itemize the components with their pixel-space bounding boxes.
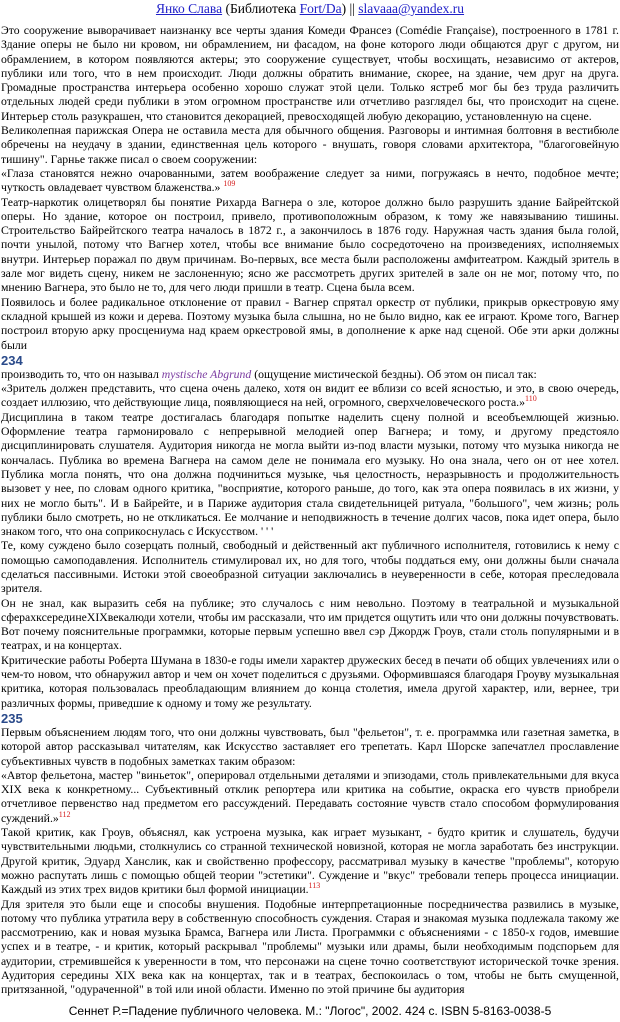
- paragraph: Это сооружение выворачивает наизнанку все черты здания Комеди Франсез (Comédie Française), построенного в 1781 г. Здание оперы не было ни кровом, ни обрамлением, ни фасадом, на фоне которого люди общаются друг с другом, ни обрамлением, в котором появляются актеры; это сооружение существует, чтобы восхищать, независимо от актеров, публики или того, что в нем происходит. Люди должны обратить внимание, скорее, на здание, чем друг на друга. Громадные пространства интерьера особенно хорошо служат этой цели. Только ястреб мог бы без труда различить отдельных людей среди публики в этом огромном пространстве или отчетливо разглядел бы, что происходит на сцене. Интерьер столь разукрашен, что становится декорацией, превосходящей любую декорацию, установленную на сцене.: [1, 24, 619, 123]
- term-mystische-abgrund: mystische Abgrund: [161, 367, 252, 381]
- quote-paragraph: [1, 769, 619, 826]
- paragraph: Для зрителя это были еще и способы внушения. Подобные интерпретационные посредничества развились в музыке, потому что публика утратила веру в собственную способность суждения. Старая и знакомая музыка подлежала такому же рассмотрению, как и новая музыка Брамса, Вагнера или Листа. Программки с объяснениями - с 1850-х годов, имевшие успех и в театре, - и критик, который раскрывал "проблемы" музыки или драмы, были необходимым подспорьем для аудитории, стремившейся к уверенности в том, что персонажи на сцене точно соответствуют исторической точке зрения. Аудитория середины XIX века как на концертах, так и в театрах, беспокоилась о том, чтобы не быть смущенной, притязанной, "одураченной" в той или иной области. Именно по этой причине бы аудитория: [1, 897, 619, 997]
- paragraph-text: производить то, что он называл: [1, 367, 162, 381]
- footnote-ref[interactable]: 112: [58, 809, 71, 819]
- paragraph: Великолепная парижская Опера не оставила места для обычного общения. Разговоры и интимная болтовня в вестибюле обречены на неудачу в здании, единственная цель которого - внушать, говоря словами архитектора, "благоговейную тишину". Гарнье также писал о своем сооружении:: [1, 124, 619, 166]
- paragraph: [1, 368, 619, 382]
- paragraph-text: Такой критик, как Гроув, объяснял, как устроена музыка, как играет музыкант, - будто критик и слушатель, будучи чувствительными людьми, столкнулись со странной технической новизной, которая не могла заработать без инструкции. Другой критик, Эдуард Ханслик, как и свойственно профессору, рассматривал музыку в качестве "проблемы", которую можно распутать лишь с помощью общей теории "эстетики". Суждение и "вкус" требовали теперь процесса инициации. Каждый из этих трех видов критики был формой инициации.: [1, 826, 619, 897]
- paragraph-text: «Зритель должен представить, что сцена очень далеко, хотя он видит ее вблизи со всей ясностью, и это, в свою очередь, создает иллюзию, что действующие лица, появляющиеся на ней, огромного, сверхчеловеческого роста.»: [1, 382, 619, 410]
- document-body: [1, 24, 619, 998]
- paragraph: Появилось и более радикальное отклонение от правил - Вагнер спрятал оркестр от публики, прикрыв оркестровую яму складной крышей из кожи и дерева. Поэтому музыка была слышна, но не было видно, как ее играют. Кроме того, Вагнер построил вторую арку просцениума над краем оркестровой ямы, в дополнение к арке над сценой. Обе эти арки должны были: [1, 295, 619, 352]
- header-separator: ||: [349, 1, 355, 16]
- email-link[interactable]: slavaaa@yandex.ru: [358, 1, 465, 16]
- footnote-ref[interactable]: 110: [524, 394, 537, 404]
- page-footer: Сеннет Р.=Падение публичного человека. М.: "Логос", 2002. 424 с. ISBN 5-8163-0038-5: [68, 1004, 552, 1018]
- paragraph: Критические работы Роберта Шумана в 1830-е годы имели характер дружеских бесед в печати об общих увлечениях или о чем-то новом, что обнаружил автор и чем он хочет поделиться с друзьями. Оформившаяся благодаря Гроуву музыкальная критика, которая пользовалась преобладающим влиянием до конца столетия, имела другой характер, или, вернее, три различных формы, приведшие к одному и тому же результату.: [1, 653, 619, 710]
- paragraph: Театр-наркотик олицетворял бы понятие Рихарда Вагнера о зле, которое должно было разрушить здание Байрейтской оперы. Но здание, которое он построил, привело, противоположным образом, к тому же навязыванию тишины. Строительство Байрейтского театра началось в 1872 г., а закончилось в 1876 году. Наружная часть здания была голой, почти унылой, потому что Вагнер хотел, чтобы все внимание было сосредоточено на произведениях, исполняемых внутри. Интерьер поражал по двум причинам. Во-первых, все места были расположены амфитеатром. Каждый зритель в зале мог видеть сцену, никем не заслоненную; ясно же рассмотреть других зрителей в зале он не мог, потому что, по мнению Вагнера, это было не то, для чего люди пришли в театр. Сцена была всем.: [1, 195, 619, 295]
- paragraph-text: (ощущение мистической бездны). Об этом он писал так:: [251, 367, 537, 381]
- paragraph-text: «Глаза становятся нежно очарованными, затем воображение следует за ними, погружаясь в нечто, подобное мечте; чуткость овладевает чувством блаженства.»: [1, 166, 619, 195]
- quote-paragraph: [1, 382, 619, 411]
- page-header: [0, 0, 620, 20]
- paragraph-text: «Автор фельетона, мастер "виньеток", оперировал отдельными деталями и эпизодами, столь привлекательными для вкуса XIX века к конкретному... Субъективный отклик репортера или критика на событие, окраска его чувств приобрели отчетливое первенство над предметом его рассуждений. Передавать состояние чувств стало способом формулирования суждений.»: [1, 768, 619, 825]
- paragraph: Дисциплина в таком театре достигалась благодаря попытке наделить сцену полной и всеобъемлющей жизнью. Оформление театра гармонировало с непрерывной мелодией опер Вагнера; и тому, и другому предстояло дисциплинировать слушателя. Аудитория никогда не могла выйти из-под власти музыки, потому что музыка никогда не кончалась. Публика во времена Вагнера на самом деле не понимала его музыку. Но она знала, чего он от нее хотел. Публика могла понять, что она должна подчиниться музыке, чья целостность, неразрывность и продолжительность вызовет у нее, по словам одного критика, "восприятие, которого раньше, до того, как эта опера появилась в их жизни, у них не могло быть". И в Байрейте, и в Париже аудитория стала свидетельницей ритуала, "большого", чем жизнь; роль публики было смотреть, но не откликаться. Ее молчание и неподвижность в течение долгих часов, пока идет опера, было знаком того, что она соприкоснулась с Искусством. ' ' ': [1, 410, 619, 539]
- paragraph: [1, 826, 619, 897]
- footnote-ref[interactable]: 113: [308, 881, 321, 891]
- library-suffix: ): [341, 1, 347, 16]
- paragraph: Он не знал, как выразить себя на публике; это случалось с ним невольно. Поэтому в театральной и музыкальной сферахксерединеХIХвекалюди хотели, чтобы им рассказали, что им придется ощутить или что они должны почувствовать. Вот почему пояснительные программки, которые первым успешно ввел сэр Джордж Гроув, стали столь популярными и в театрах, и на концертах.: [1, 596, 619, 653]
- page-number: 235: [1, 710, 23, 726]
- paragraph: Первым объяснением людям того, что они должны чувствовать, был "фельетон", т. е. программка или газетная заметка, в которой автор рассказывал читателям, как Искусство заставляет его трепетать. Карл Шорске запечатлел прославление субъективных чувств в подобных заметках таким образом:: [1, 725, 619, 768]
- page-number: 234: [1, 352, 23, 368]
- paragraph: Те, кому суждено было созерцать полный, свободный и действенный акт публичного исполнителя, готовились к нему с помощью самоподавления. Исполнитель стимулировал их, но для того, чтобы поддаться ему, они должны были сначала сделаться пассивными. Истоки этой своеобразной ситуации заключались в неуверенности в себе, которая преследовала зрителя.: [1, 539, 619, 596]
- footnote-ref[interactable]: 109: [223, 179, 236, 189]
- quote-paragraph: [1, 167, 619, 196]
- author-link[interactable]: Янко Слава: [155, 1, 223, 16]
- library-prefix: (Библиотека: [225, 1, 297, 16]
- library-link[interactable]: Fort/Da: [299, 1, 342, 16]
